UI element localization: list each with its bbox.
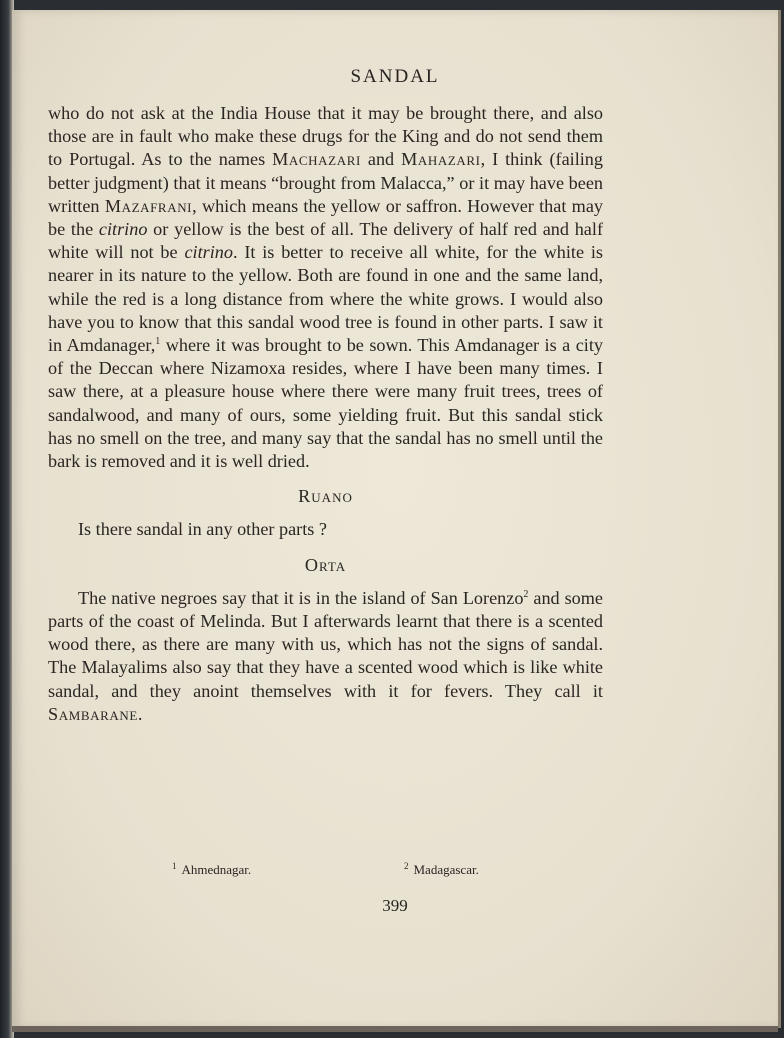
- book-page: [12, 10, 781, 1028]
- paragraph-3: [48, 587, 603, 726]
- text-run: . It is better to receive all white, for the white is nearer in its nature to the yellow. Both are found in one and the same land, while the red is a long distance from where the white grows. I would also have you to know that this sandal wood tree is found in other parts. I saw it in Amdanager,: [48, 242, 603, 356]
- speaker-orta: Orta: [304, 554, 347, 575]
- footnote-number: 2: [404, 860, 409, 871]
- text-run: The native negroes say that it is in the island of San Lorenzo: [78, 587, 524, 608]
- footnote-number: 1: [172, 860, 177, 871]
- speaker-ruano: Ruano: [298, 486, 353, 507]
- paragraph-1: [48, 102, 603, 473]
- text-run: , which means the yellow or saffron. However that may be the: [48, 195, 603, 240]
- term-mahazari: Mahazari: [401, 149, 481, 170]
- term-machazari: Machazari: [272, 149, 361, 170]
- text-run: where it was brought to be sown. This Amdanager is a city of the Deccan where Nizamoxa resides, where I have been many times. I saw there, at a pleasure house where there were many fruit trees, trees of sandalwood, and many of ours, some yielding fruit. But this sandal stick has no smell on the tree, and many say that the sandal has no smell until the bark is removed and it is well dried.: [48, 335, 603, 472]
- footnote-1: [172, 862, 251, 878]
- text-run: or yellow is the best of all. The delivery of half red and half white will not be: [48, 219, 603, 263]
- footnote-text: Madagascar.: [413, 862, 479, 877]
- footnote-ref-2: 2: [523, 588, 529, 600]
- text-run: and some parts of the coast of Melinda. But I afterwards learnt that there is a scented wood there, as there are many with us, which has not the signs of sandal. The Malayalims also say that they have a scented wood which is like white sandal, and they anoint themselves with it for fevers. They call it: [48, 587, 603, 701]
- text-run: .: [137, 703, 143, 724]
- term-sambarane: Sambarane: [48, 703, 138, 724]
- page-number: 399: [382, 896, 408, 915]
- paragraph-2: Is there sandal in any other parts ?: [78, 519, 327, 540]
- text-run: , I think (failing better judgment) that it means “brought from Malacca,” or it may have been written: [48, 149, 603, 216]
- term-citrino: citrino: [184, 242, 233, 263]
- page-edge: [12, 1026, 778, 1032]
- term-mazafrani: Mazafrani: [104, 195, 193, 216]
- body-text: [48, 102, 603, 726]
- footnote-text: Ahmednagar.: [181, 862, 252, 877]
- term-citrino: citrino: [98, 219, 148, 240]
- text-run: and: [360, 149, 402, 170]
- footnote-ref-1: 1: [155, 335, 161, 347]
- running-header: SANDAL: [350, 66, 440, 87]
- footnote-2: [404, 862, 479, 878]
- text-run: who do not ask at the India House that it may be brought there, and also those are in fault who make these drugs for the King and do not send them to Portugal. As to the names: [48, 103, 603, 170]
